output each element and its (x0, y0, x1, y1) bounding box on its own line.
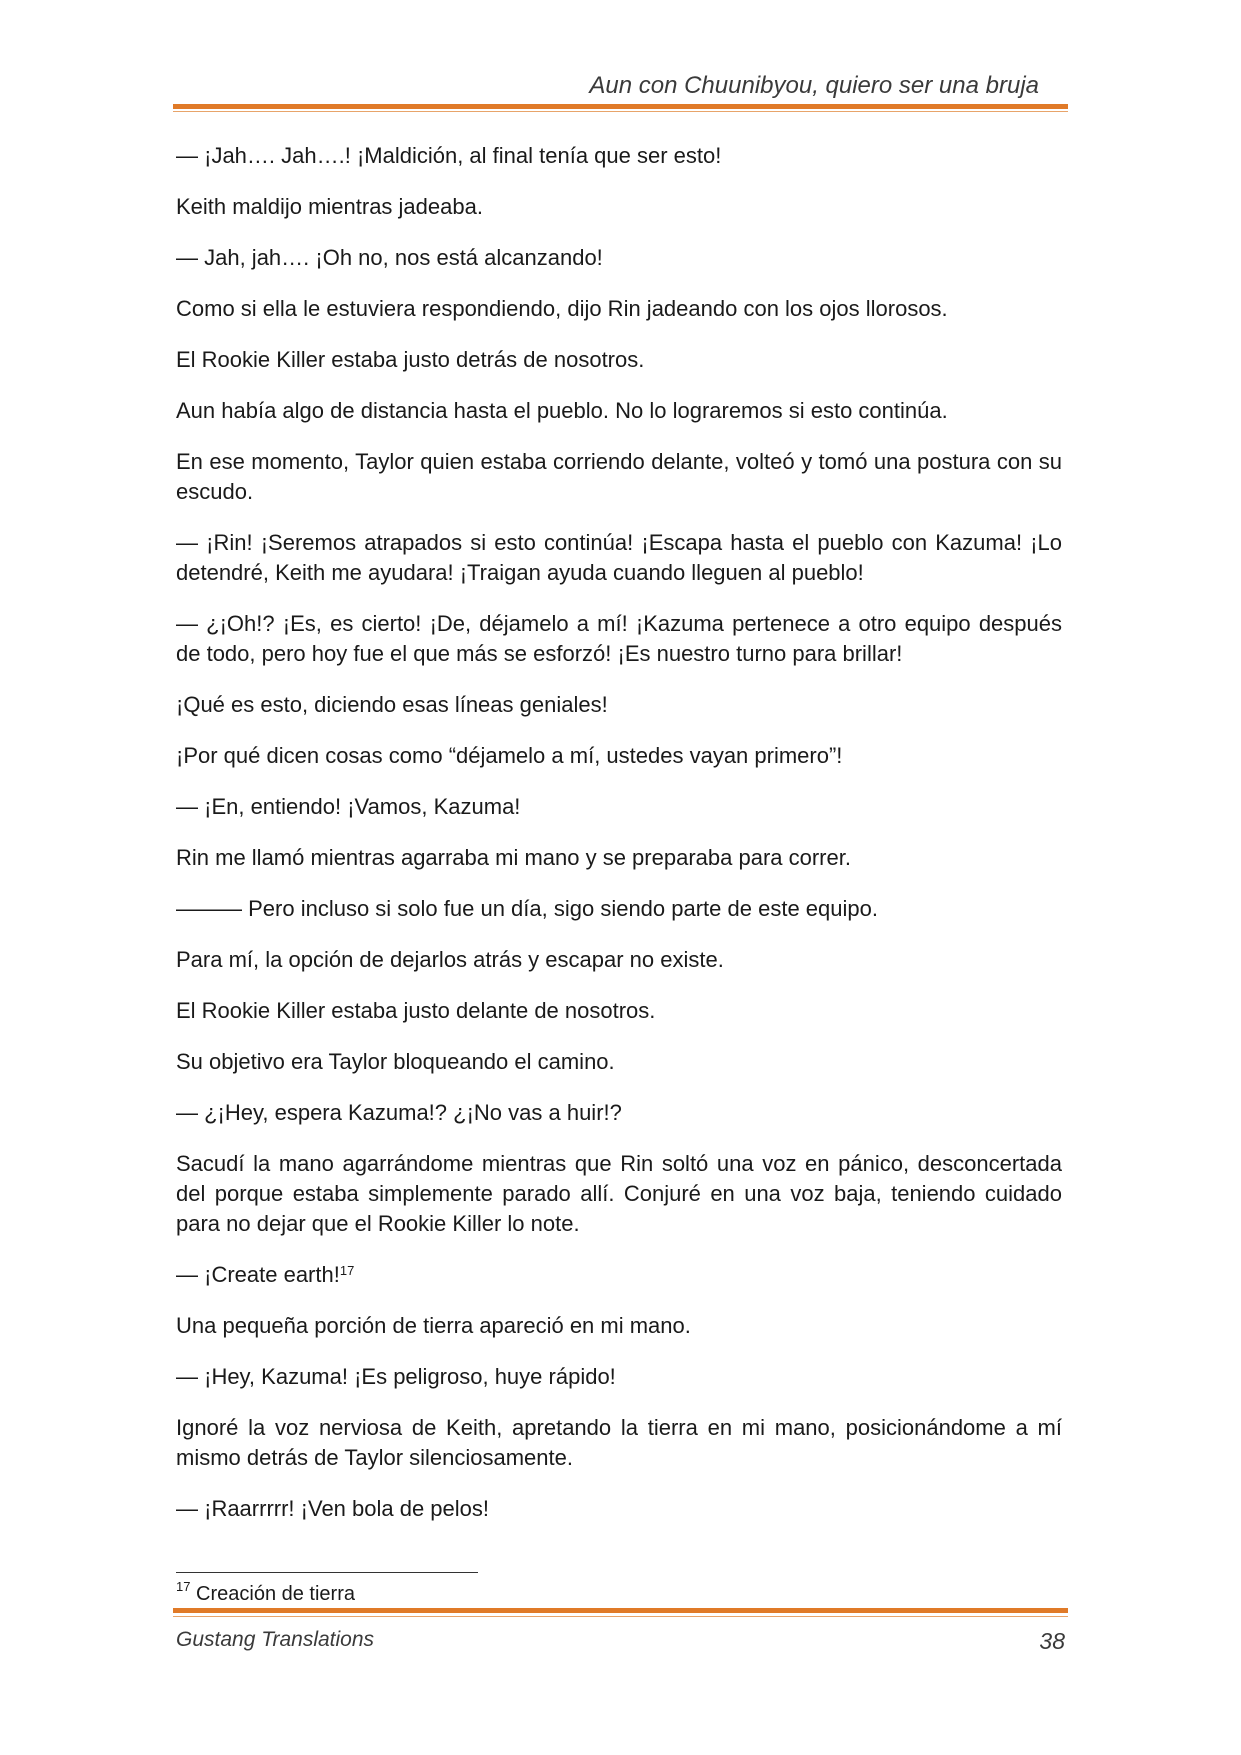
footer-rule-thin (173, 1616, 1068, 1617)
paragraph: — ¿¡Hey, espera Kazuma!? ¿¡No vas a huir!? (176, 1100, 622, 1125)
paragraph: — ¡Jah…. Jah….! ¡Maldición, al final tenía que ser esto! (176, 143, 722, 168)
paragraph: En ese momento, Taylor quien estaba corriendo delante, volteó y tomó una postura con su escudo. (176, 449, 1062, 504)
paragraph: Una pequeña porción de tierra apareció en mi mano. (176, 1313, 691, 1338)
footnote-text: Creación de tierra (196, 1583, 355, 1605)
footnote-reference[interactable]: 17 (339, 1263, 355, 1278)
create-earth-text: — ¡Create earth! (176, 1262, 340, 1287)
body-text (176, 141, 1062, 1545)
header-rule-thin (173, 111, 1068, 112)
paragraph: Aun había algo de distancia hasta el pueblo. No lo lograremos si esto continúa. (176, 398, 948, 423)
paragraph: — ¡En, entiendo! ¡Vamos, Kazuma! (176, 794, 521, 819)
paragraph: ¡Qué es esto, diciendo esas líneas geniales! (176, 692, 608, 717)
paragraph: — ¡Raarrrrr! ¡Ven bola de pelos! (176, 1496, 490, 1521)
page-header-title: Aun con Chuunibyou, quiero ser una bruja (589, 72, 1039, 99)
paragraph: Como si ella le estuviera respondiendo, dijo Rin jadeando con los ojos llorosos. (176, 296, 948, 321)
paragraph: Sacudí la mano agarrándome mientras que Rin soltó una voz en pánico, desconcertada del porque estaba simplemente parado allí. Conjuré en una voz baja, teniendo cuidado para no dejar que el Rookie Killer lo note. (176, 1151, 1062, 1236)
paragraph: ¡Por qué dicen cosas como “déjamelo a mí, ustedes vayan primero”! (176, 743, 843, 768)
paragraph: — Jah, jah…. ¡Oh no, nos está alcanzando! (176, 245, 603, 270)
header-rule-thick (173, 104, 1068, 109)
footnote (176, 1579, 355, 1606)
paragraph: El Rookie Killer estaba justo detrás de nosotros. (176, 347, 645, 372)
paragraph: Keith maldijo mientras jadeaba. (176, 194, 483, 219)
footer-rule-thick (173, 1608, 1068, 1613)
footnote-rule (176, 1572, 478, 1573)
footer-publisher: Gustang Translations (176, 1628, 375, 1651)
footnote-number: 17 (176, 1579, 191, 1594)
paragraph: El Rookie Killer estaba justo delante de nosotros. (176, 998, 656, 1023)
paragraph: — ¿¡Oh!? ¡Es, es cierto! ¡De, déjamelo a mí! ¡Kazuma pertenece a otro equipo después de todo, pero hoy fue el que más se esforzó! ¡Es nuestro turno para brillar! (176, 611, 1062, 666)
paragraph: — ¡Rin! ¡Seremos atrapados si esto continúa! ¡Escapa hasta el pueblo con Kazuma! ¡Lo detendré, Keith me ayudara! ¡Traigan ayuda cuando lleguen al pueblo! (176, 530, 1062, 585)
paragraph: — ¡Hey, Kazuma! ¡Es peligroso, huye rápido! (176, 1364, 616, 1389)
paragraph: ——— Pero incluso si solo fue un día, sigo siendo parte de este equipo. (176, 896, 878, 921)
paragraph: Rin me llamó mientras agarraba mi mano y se preparaba para correr. (176, 845, 851, 870)
page-number: 38 (1039, 1628, 1065, 1654)
paragraph: Para mí, la opción de dejarlos atrás y escapar no existe. (176, 947, 724, 972)
paragraph-create-earth (176, 1260, 1062, 1290)
paragraph: Ignoré la voz nerviosa de Keith, apretando la tierra en mi mano, posicionándome a mí mismo detrás de Taylor silenciosamente. (176, 1415, 1062, 1470)
paragraph: Su objetivo era Taylor bloqueando el camino. (176, 1049, 615, 1074)
